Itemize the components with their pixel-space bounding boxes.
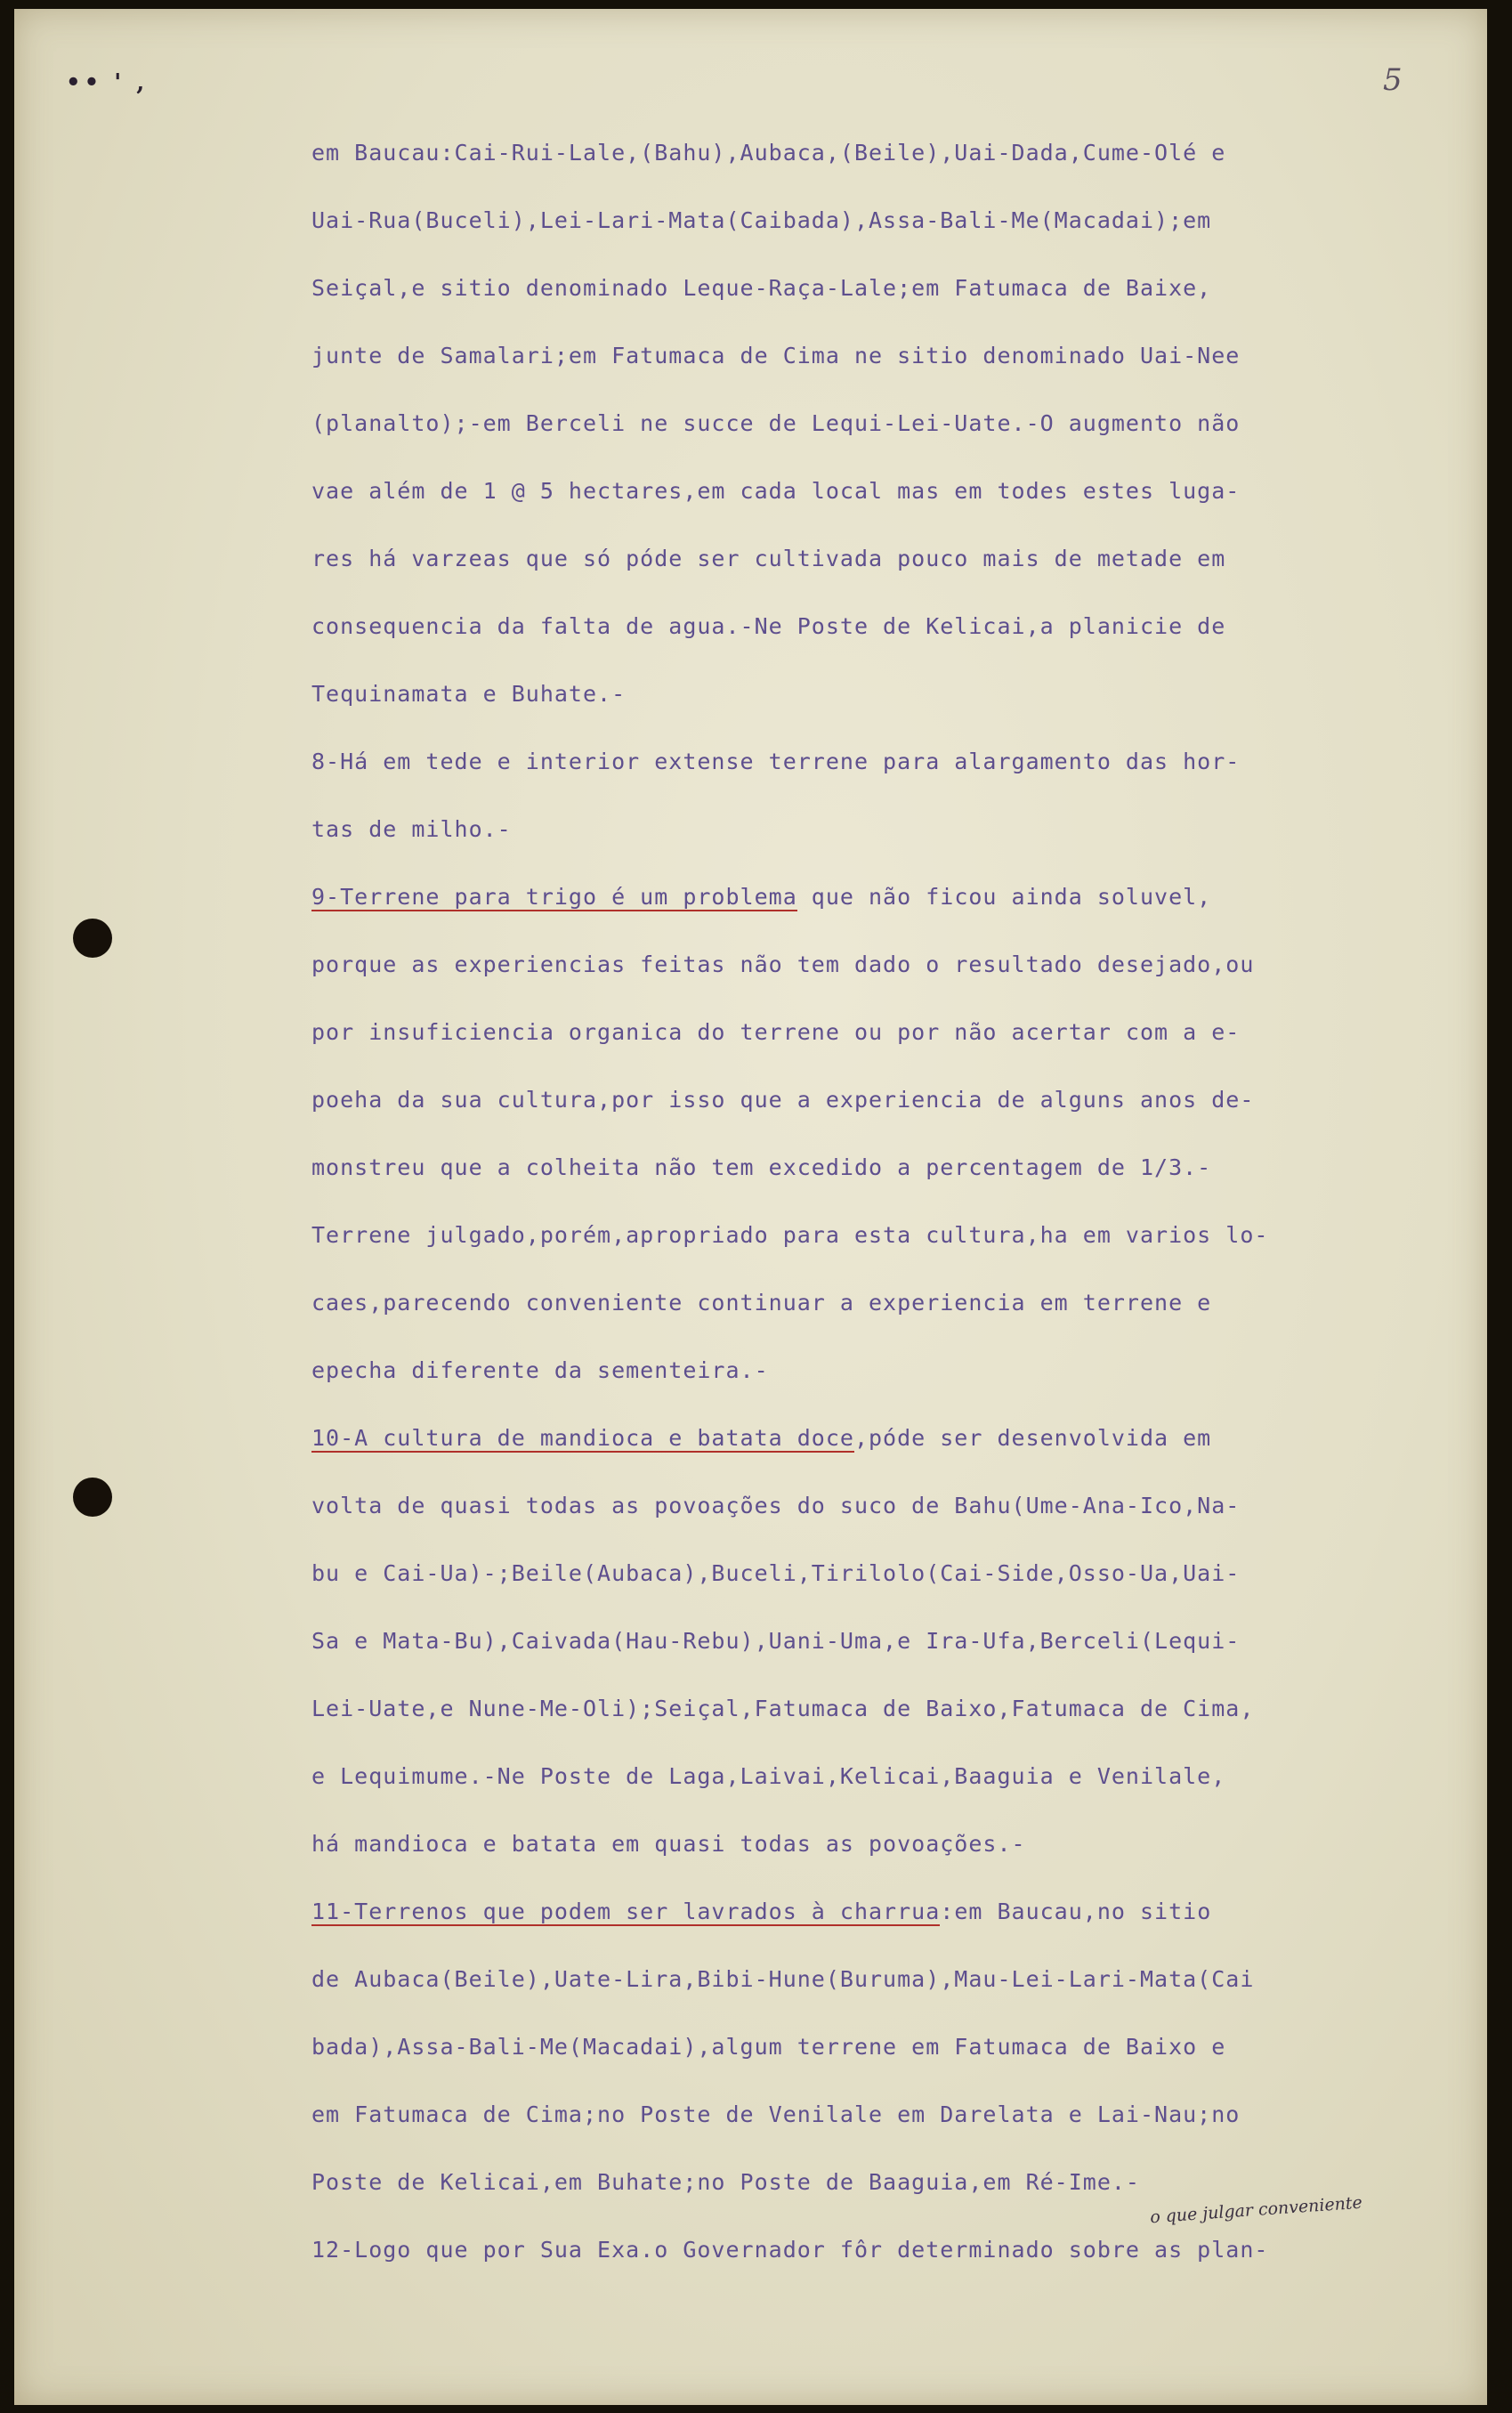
- text-line: Terrene julgado,porém,apropriado para esta cultura,ha em varios lo-: [311, 1222, 1269, 1248]
- text-line: monstreu que a colheita não tem excedido a percentagem de 1/3.-: [311, 1154, 1212, 1180]
- text-line: caes,parecendo conveniente continuar a experiencia em terrene e: [311, 1290, 1212, 1316]
- text-line: junte de Samalari;em Fatumaca de Cima ne sitio denominado Uai-Nee: [311, 343, 1241, 368]
- text-line: epecha diferente da sementeira.-: [311, 1357, 769, 1383]
- text-line: volta de quasi todas as povoações do suco de Bahu(Ume-Ana-Ico,Na-: [311, 1493, 1241, 1518]
- text-line: vae além de 1 @ 5 hectares,em cada local mas em todes estes luga-: [311, 478, 1241, 504]
- text-line: 12-Logo que por Sua Exa.o Governador fôr determinado sobre as plan-: [311, 2237, 1269, 2263]
- text-line: Seiçal,e sitio denominado Leque-Raça-Lale;em Fatumaca de Baixe,: [311, 275, 1212, 301]
- text-line: bu e Cai-Ua)-;Beile(Aubaca),Buceli,Tirilolo(Cai-Side,Osso-Ua,Uai-: [311, 1560, 1241, 1586]
- text-line: Lei-Uate,e Nune-Me-Oli);Seiçal,Fatumaca de Baixo,Fatumaca de Cima,: [311, 1696, 1255, 1721]
- underlined-heading: 9-Terrene para trigo é um problema: [311, 884, 797, 910]
- underlined-heading: 10-A cultura de mandioca e batata doce: [311, 1425, 854, 1451]
- punch-hole: [73, 919, 112, 958]
- document-page: [14, 9, 1487, 2405]
- handwritten-note: o que julgar conveniente: [1149, 2192, 1363, 2228]
- text-line: (planalto);-em Berceli ne succe de Lequi-Lei-Uate.-O augmento não: [311, 410, 1241, 436]
- text-line: consequencia da falta de agua.-Ne Poste de Kelicai,a planicie de: [311, 613, 1226, 639]
- text-line: por insuficiencia organica do terrene ou por não acertar com a e-: [311, 1019, 1241, 1045]
- text-line: [311, 883, 1211, 911]
- text-line-rest: que não ficou ainda soluvel,: [796, 884, 1212, 910]
- text-line: 8-Há em tede e interior extense terrene para alargamento das hor-: [311, 749, 1241, 774]
- text-line-rest: ,póde ser desenvolvida em: [853, 1425, 1212, 1451]
- text-line: e Lequimume.-Ne Poste de Laga,Laivai,Kelicai,Baaguia e Venilale,: [311, 1763, 1226, 1789]
- text-line: bada),Assa-Bali-Me(Macadai),algum terrene em Fatumaca de Baixo e: [311, 2034, 1226, 2060]
- text-line: porque as experiencias feitas não tem dado o resultado desejado,ou: [311, 951, 1255, 977]
- text-line: Tequinamata e Buhate.-: [311, 681, 627, 707]
- text-line-rest: :em Baucau,no sitio: [940, 1899, 1212, 1924]
- punch-hole: [73, 1478, 112, 1517]
- text-line: [311, 1898, 1211, 1926]
- text-line: Poste de Kelicai,em Buhate;no Poste de Baaguia,em Ré-Ime.-: [311, 2169, 1140, 2195]
- text-line: há mandioca e batata em quasi todas as povoações.-: [311, 1831, 1026, 1857]
- text-line: em Baucau:Cai-Rui-Lale,(Bahu),Aubaca,(Beile),Uai-Dada,Cume-Olé e: [311, 140, 1226, 166]
- text-line: em Fatumaca de Cima;no Poste de Venilale em Darelata e Lai-Nau;no: [311, 2101, 1241, 2127]
- text-line: Uai-Rua(Buceli),Lei-Lari-Mata(Caibada),Assa-Bali-Me(Macadai);em: [311, 207, 1212, 233]
- text-line: Sa e Mata-Bu),Caivada(Hau-Rebu),Uani-Uma,e Ira-Ufa,Berceli(Lequi-: [311, 1628, 1241, 1654]
- text-line: [311, 1424, 1211, 1453]
- text-line: tas de milho.-: [311, 816, 512, 842]
- text-line: de Aubaca(Beile),Uate-Lira,Bibi-Hune(Buruma),Mau-Lei-Lari-Mata(Cai: [311, 1966, 1255, 1992]
- corner-mark: •• ' ,: [66, 69, 149, 96]
- text-line: res há varzeas que só póde ser cultivada pouco mais de metade em: [311, 546, 1226, 571]
- text-line: poeha da sua cultura,por isso que a experiencia de alguns anos de-: [311, 1087, 1255, 1113]
- page-number: 5: [1383, 62, 1403, 98]
- underlined-heading: 11-Terrenos que podem ser lavrados à charrua: [311, 1899, 941, 1924]
